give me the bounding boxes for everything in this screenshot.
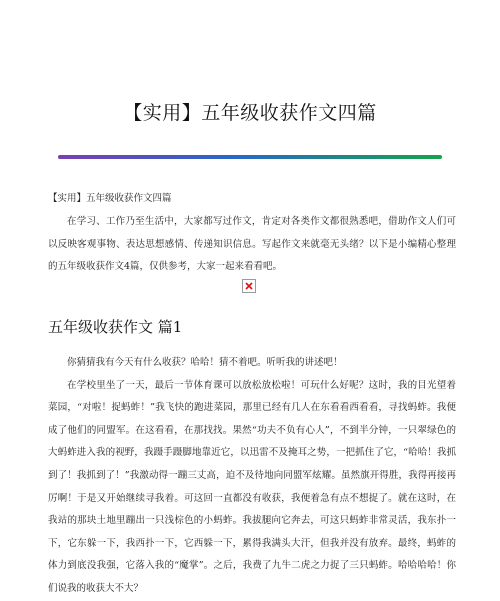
document-title: 【实用】五年级收获作文四篇	[123, 102, 377, 124]
title-divider	[58, 155, 442, 159]
intro-text: 在学习、工作乃至生活中，大家都写过作文，肯定对各类作文都很熟悉吧，借助作文人们可以反映客观事物、表达思想感情、传递知识信息。写起作文来就毫无头绪？以下是小编精心整理的五年级收获作文4篇，仅供参考，大家一起来看看吧。	[48, 216, 456, 273]
intro-paragraph	[48, 211, 456, 279]
body-paragraph: 你猜猜我有今天有什么收获？哈哈！猜不着吧。听听我的讲述吧！	[67, 357, 343, 368]
document-subheading: 【实用】五年级收获作文四篇	[48, 193, 172, 204]
section-title: 五年级收获作文 篇1	[48, 318, 183, 336]
section-body	[48, 352, 456, 601]
body-paragraph: 在学校里坐了一天，最后一节体育课可以放松放松啦！可玩什么好呢？这时，我的目光望着菜园，“对啦！捉蚂蚱！”我飞快的跑进菜园，那里已经有几人在东看看西看看，寻找蚂蚱。我便成了他们的同盟军。在这看看，在那找找。果然“功夫不负有心人”，不到半分钟，一只翠绿色的大蚂蚱进入我的视野，我蹑手蹑脚地靠近它，以迅雷不及掩耳之势，一把抓住了它，“哈哈！我抓到了！我抓到了！”我激动得一蹦三丈高，迫不及待地向同盟军炫耀。虽然旗开得胜，我得再接再厉啊！于是又开始继续寻我着。可这回一直都没有收获，我便着急有点不想捉了。就在这时，在我站的那块土地里蹦出一只浅棕色的小蚂蚱。我拔腿向它奔去，可这只蚂蚱非常灵活，我东扑一下，它东躲一下，我西扑一下，它西躲一下，累得我满头大汗，但我并没有放弃。最终，蚂蚱的体力到底没我强，它落入我的“魔掌”。之后，我费了九牛二虎之力捉了三只蚂蚱。哈哈哈哈！你们说我的收获大不大？	[48, 379, 456, 594]
image-x-mark	[245, 282, 253, 290]
broken-image-icon	[242, 279, 256, 293]
